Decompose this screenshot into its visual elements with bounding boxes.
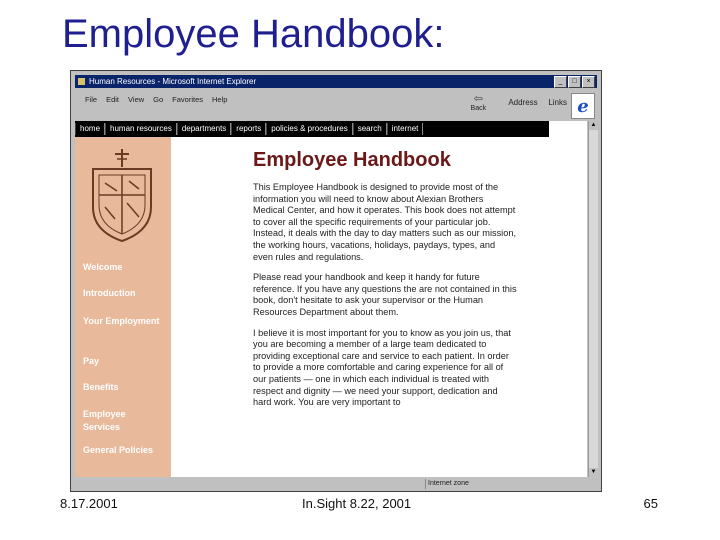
- nav-home[interactable]: home: [75, 123, 105, 135]
- nav-search[interactable]: search: [353, 123, 387, 135]
- close-button[interactable]: ×: [582, 76, 595, 88]
- site-sidebar: [75, 137, 171, 477]
- sidebar-link-employee-services[interactable]: Employee Services: [83, 409, 126, 432]
- menu-file[interactable]: File: [85, 95, 98, 104]
- sidebar-link-your-employment[interactable]: Your Employment: [83, 316, 160, 326]
- handbook-paragraph: Please read your handbook and keep it handy for future reference. If you have any questions the are not contained in this book, don't hesitate to ask your supervisor or the Human Resources Department about them.: [253, 272, 517, 317]
- ie-logo-icon: e: [571, 93, 595, 119]
- browser-toolbar: [458, 93, 595, 119]
- sidebar-link-general-policies[interactable]: General Policies: [83, 445, 154, 455]
- window-title: Human Resources - Microsoft Internet Explorer: [89, 77, 257, 86]
- status-bar: [75, 479, 597, 489]
- menu-edit[interactable]: Edit: [106, 95, 120, 104]
- scroll-down-icon[interactable]: ▼: [590, 469, 597, 475]
- window-titlebar[interactable]: [75, 75, 597, 88]
- site-nav-bar: [75, 121, 549, 137]
- menu-view[interactable]: View: [128, 95, 145, 104]
- status-zone: Internet zone: [425, 479, 469, 489]
- sidebar-link-welcome[interactable]: Welcome: [83, 262, 123, 272]
- links-label[interactable]: Links: [548, 98, 567, 107]
- handbook-paragraph: This Employee Handbook is designed to provide most of the information you will need to know about Alexian Brothers Medical Center, and how it operates. This book does not attempt to cover all the specific requirements of your particular job. Instead, it deals with the day to day matters such as our mission, the working hours, vacations, holidays, paydays, types, and even rules and regulations.: [253, 182, 516, 262]
- scroll-up-icon[interactable]: ▲: [590, 122, 597, 128]
- menu-bar: [85, 95, 227, 104]
- menu-favorites[interactable]: Favorites: [172, 95, 204, 104]
- footer-date: 8.17.2001: [60, 496, 118, 511]
- back-arrow-icon: ⇦: [473, 93, 483, 105]
- nav-human-resources[interactable]: human resources: [105, 123, 177, 135]
- address-label[interactable]: Address: [508, 98, 538, 107]
- page-content: [75, 121, 587, 477]
- handbook-paragraph: I believe it is most important for you to know as you join us, that you are becoming a member of a large team dedicated to providing exceptional care and service to each patient. In order to provide a more comfortable and caring experience for all of our patients — one in which each individual is treated with respect and dignity — we need your support, dedication and hard work. You are very important to: [253, 327, 511, 408]
- footer-event: In.Sight 8.22, 2001: [302, 496, 412, 511]
- footer-page-number: 65: [643, 496, 658, 511]
- ie-app-icon: [78, 78, 85, 85]
- sidebar-link-benefits[interactable]: Benefits: [83, 382, 119, 392]
- nav-reports[interactable]: reports: [231, 123, 266, 135]
- nav-policies-procedures[interactable]: policies & procedures: [266, 123, 352, 135]
- handbook-heading: Employee Handbook: [253, 149, 451, 171]
- back-button[interactable]: [458, 93, 498, 117]
- nav-departments[interactable]: departments: [177, 123, 231, 135]
- menu-go[interactable]: Go: [153, 95, 164, 104]
- hospital-seal-logo: [85, 147, 159, 243]
- sidebar-link-introduction[interactable]: Introduction: [83, 288, 136, 298]
- nav-internet[interactable]: internet: [387, 123, 424, 135]
- browser-window: [70, 70, 602, 492]
- menu-help[interactable]: Help: [212, 95, 228, 104]
- handbook-main: [253, 149, 523, 418]
- vertical-scrollbar[interactable]: [588, 121, 598, 477]
- maximize-button[interactable]: □: [568, 76, 581, 88]
- back-label: Back: [470, 105, 487, 112]
- sidebar-link-pay[interactable]: Pay: [83, 356, 100, 366]
- slide-title: Employee Handbook:: [62, 12, 445, 56]
- minimize-button[interactable]: _: [554, 76, 567, 88]
